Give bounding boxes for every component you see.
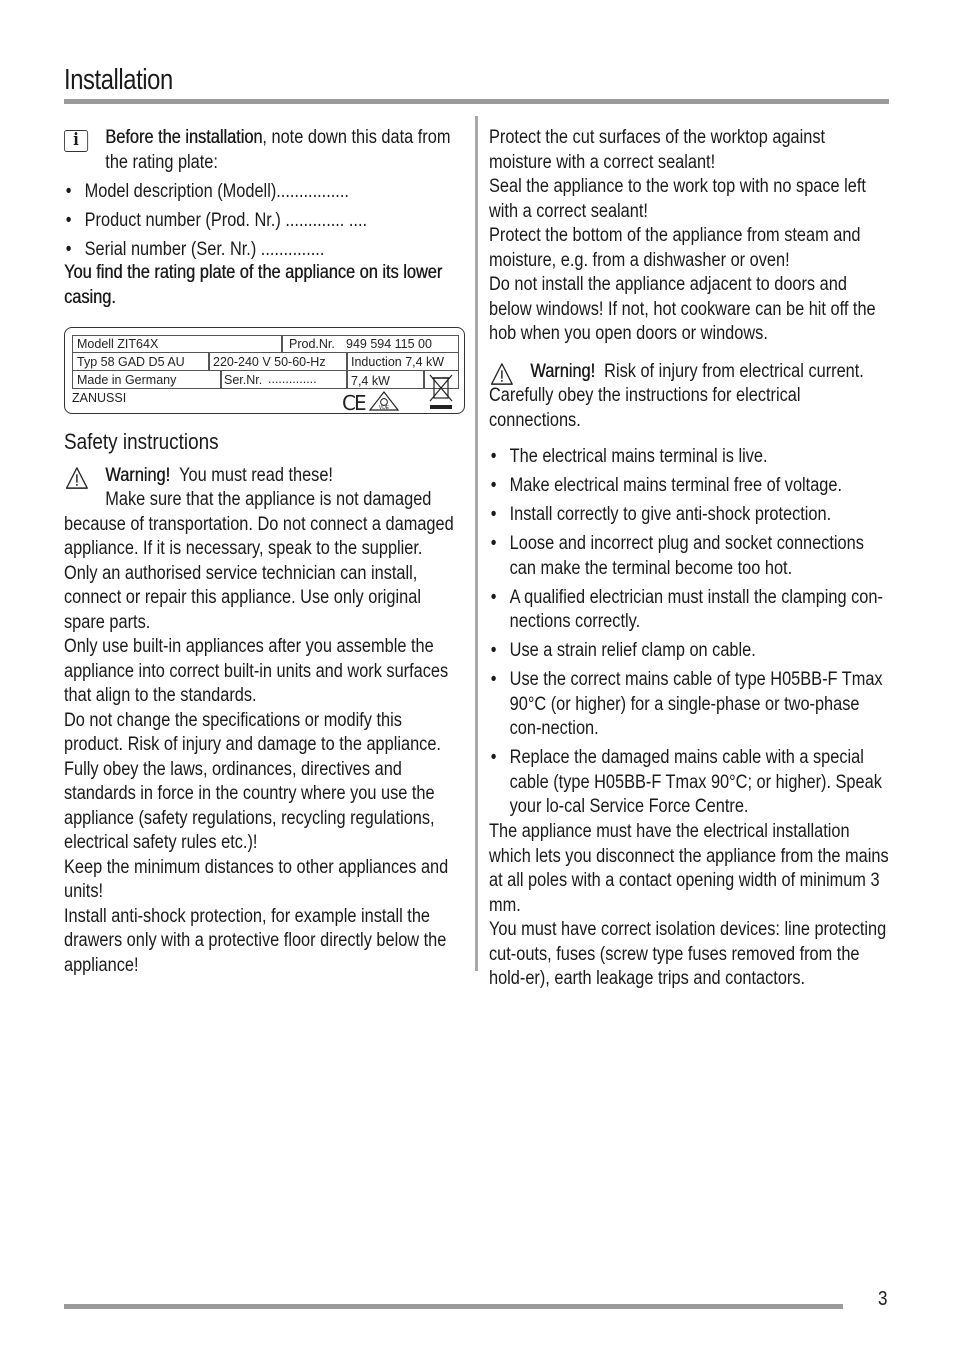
plate-ser-label: Ser.Nr. (224, 373, 263, 387)
right-column (489, 126, 889, 992)
column-divider (475, 116, 478, 971)
paragraph: Do not change the specifications or modify this product. Risk of injury and damage to the appliance. (64, 709, 441, 755)
paragraph: Fully obey the laws, ordinances, directives and standards in force in the country where you use the appliance (safety regulations, recycling regulations, electrical safety rules etc.)! (64, 758, 435, 853)
list-item: • Use the correct mains cable of type H05BB-F Tmax 90°C (or higher) for a single-phase or two-phase con-nection. (489, 668, 889, 742)
plate-prod-value: 949 594 115 00 (346, 337, 432, 351)
left-column-text (64, 126, 464, 310)
electrical-warning (489, 360, 889, 434)
plate-power: 7,4 kW (351, 374, 390, 388)
plate-made-in: Made in Germany (77, 373, 177, 387)
warning-label: Warning! (105, 464, 171, 486)
paragraph: Do not install the appliance adjacent to doors and below windows! If not, hot cookware can be hit off the hob when you open doors or windows. (489, 274, 876, 344)
list-item: • Product number (Prod. Nr.) ............. .... (64, 209, 464, 234)
paragraph: Keep the minimum distances to other appliances and units! (64, 856, 449, 902)
vde-mark-text: VDE (378, 405, 390, 411)
list-item: • Model description (Modell)................ (64, 180, 464, 205)
plate-model: Modell ZIT64X (77, 337, 159, 351)
page-title: Installation (64, 64, 173, 96)
safety-section (64, 430, 464, 978)
paragraph: The appliance must have the electrical installation which lets you disconnect the appliance from the mains at all poles with a contact opening width of minimum 3 mm. (489, 821, 889, 916)
paragraph: Install anti-shock protection, for example install the drawers only with a protective floor directly below the appliance! (64, 905, 447, 976)
weee-bin-icon (427, 372, 455, 410)
list-item: • Loose and incorrect plug and socket connections can make the terminal become too hot. (489, 532, 889, 581)
right-column-text (489, 126, 889, 992)
installation-note (64, 126, 464, 175)
list-item: • Serial number (Ser. Nr.) .............. (64, 238, 464, 263)
vde-mark-icon (368, 390, 400, 412)
plate-ser-dots: .............. (268, 372, 317, 386)
intro-bold: Before the installation (105, 127, 263, 148)
intro-text: , note down this data from the rating plate: (105, 127, 451, 173)
warning-label: Warning! (530, 360, 596, 382)
list-item: • Replace the damaged mains cable with a special cable (type H05BB-F Tmax 90°C; or higher). Speak your lo-cal Service Force Centre. (489, 746, 889, 820)
rating-plate (64, 327, 465, 414)
paragraph: Make sure that the appliance is not damaged because of transportation. Do not connect a damaged appliance. If it is necessary, speak to the supplier. (64, 489, 454, 559)
plate-voltage: 220-240 V 50-60-Hz (213, 355, 326, 369)
electrical-bullet-list (489, 445, 889, 820)
plate-type: Typ 58 GAD D5 AU (77, 355, 185, 369)
plate-brand: ZANUSSI (72, 391, 127, 405)
list-item: • The electrical mains terminal is live. (489, 445, 889, 470)
list-item: • Install correctly to give anti-shock protection. (489, 503, 889, 528)
paragraph: Seal the appliance to the work top with no space left with a correct sealant! (489, 176, 866, 222)
plate-prod-label: Prod.Nr. (289, 337, 335, 351)
ce-mark-icon: CE (342, 391, 365, 415)
paragraph: Only an authorised service technician can install, connect or repair this appliance. Use only original spare parts. (64, 562, 421, 633)
list-item: • Make electrical mains terminal free of voltage. (489, 474, 889, 499)
paragraph: Protect the cut surfaces of the worktop against moisture with a correct sealant! (489, 127, 826, 173)
footer-rule (64, 1304, 843, 1309)
rating-data-list (64, 180, 464, 263)
paragraph: You must have correct isolation devices: line protecting cut-outs, fuses (screw type fuses removed from the hold-er), earth leakage trips and contactors. (489, 919, 887, 989)
safety-warning (64, 464, 464, 489)
paragraph: Protect the bottom of the appliance from steam and moisture, e.g. from a dishwasher or oven! (489, 225, 861, 271)
warning-text: Risk of injury from electrical current. Carefully obey the instructions for electrical connections. (489, 360, 864, 431)
safety-heading: Safety instructions (64, 429, 219, 454)
warning-text: You must read these! (179, 464, 333, 486)
paragraph: Only use built-in appliances after you assemble the appliance into correct built-in units and work surfaces that align to the standards. (64, 636, 449, 706)
info-icon: i (64, 130, 88, 152)
page-number: 3 (878, 1288, 888, 1310)
list-item: • Use a strain relief clamp on cable. (489, 639, 889, 664)
warning-icon (489, 362, 515, 386)
title-rule (64, 99, 889, 104)
rating-note: You find the rating plate of the appliance on its lower casing. (64, 262, 443, 308)
plate-induction: Induction 7,4 kW (351, 355, 445, 369)
list-item: • A qualified electrician must install the clamping con-nections correctly. (489, 586, 889, 635)
warning-icon (64, 466, 90, 490)
